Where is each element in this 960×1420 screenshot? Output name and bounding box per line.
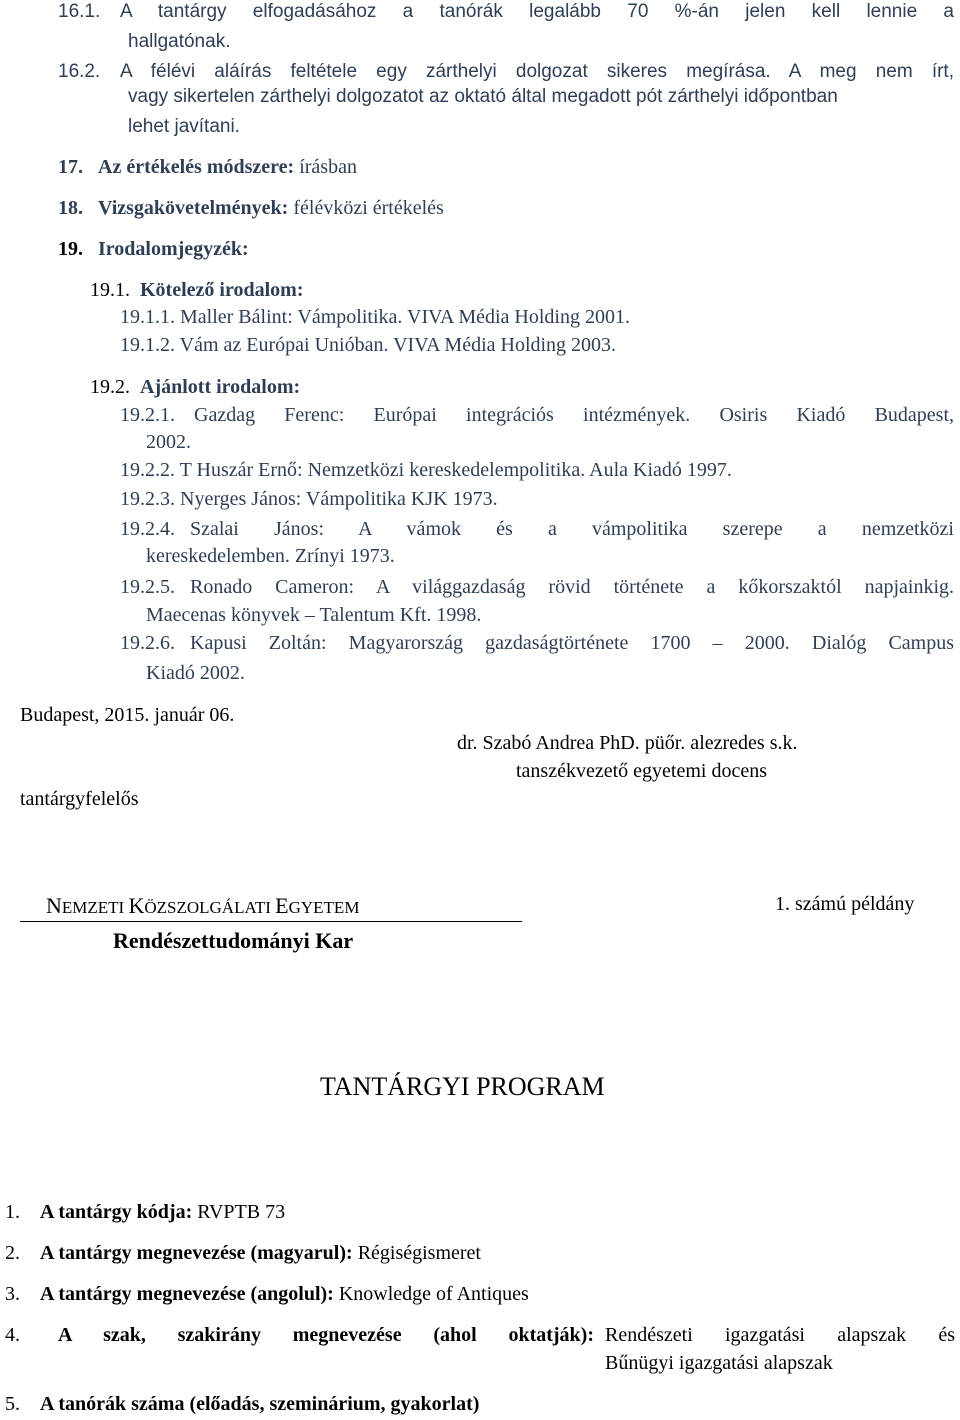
recommended-item	[120, 458, 732, 482]
section-17	[58, 155, 357, 179]
recommended-item-number: 19.2.1.	[120, 404, 175, 426]
recommended-item	[120, 487, 498, 511]
program-item-value: Régiségismeret	[352, 1242, 481, 1264]
section-18-number: 18.	[58, 197, 83, 219]
item-16-2-number: 16.2.	[58, 61, 101, 82]
recommended-item-number: 19.2.6.	[120, 632, 175, 654]
recommended-item-number: 19.2.3.	[120, 488, 175, 510]
recommended-item-text-cont: Maecenas könyvek – Talentum Kft. 1998.	[146, 604, 482, 626]
item-16-2-text-line3: lehet javítani.	[128, 116, 240, 137]
section-17-number: 17.	[58, 156, 83, 178]
item-16-1-text-line2: hallgatónak.	[128, 31, 231, 52]
signatory-role: tantárgyfelelős	[20, 788, 139, 810]
mandatory-item-text: Maller Bálint: Vámpolitika. VIVA Média Holding 2001.	[180, 306, 630, 328]
section-19-label: Irodalomjegyzék:	[98, 238, 249, 260]
university-initial-k: K	[128, 893, 145, 918]
program-item-label: A tantárgy megnevezése (angolul):	[40, 1283, 334, 1305]
program-item-number: 1.	[5, 1201, 20, 1223]
program-item-number: 2.	[5, 1242, 20, 1264]
recommended-item-text-cont: Kiadó 2002.	[146, 662, 245, 684]
university-name	[46, 894, 359, 920]
item-16-2-text-line2: vagy sikertelen zárthelyi dolgozatot az oktató által megadott pót zárthelyi időpontban	[128, 86, 838, 107]
recommended-item-text: Gazdag Ferenc: Európai integrációs intézmények. Osiris Kiadó Budapest,	[194, 404, 954, 426]
mandatory-label: Kötelező irodalom:	[140, 279, 304, 301]
recommended-item-number: 19.2.4.	[120, 518, 175, 540]
recommended-item-text: T Huszár Ernő: Nemzetközi kereskedelempolitika. Aula Kiadó 1997.	[179, 459, 732, 481]
recommended-item-text-cont: kereskedelemben. Zrínyi 1973.	[146, 545, 395, 567]
program-item-3	[5, 1282, 529, 1306]
program-item-label: A tantárgy kódja:	[40, 1201, 193, 1223]
signatory-title: tanszékvezető egyetemi docens	[516, 760, 767, 782]
recommended-item-text: Szalai János: A vámok és a vámpolitika szerepe a nemzetközi	[190, 518, 954, 540]
section-18-value: félévközi értékelés	[288, 197, 444, 219]
section-17-label: Az értékelés módszere:	[98, 156, 295, 178]
university-part-emzeti: EMZETI	[61, 898, 129, 917]
program-item-4-label: A szak, szakirány megnevezése (ahol oktatják):	[58, 1324, 594, 1346]
university-part-ozszolgalati: ÖZSZOLGÁLATI	[144, 898, 276, 917]
item-16-1-number: 16.1.	[58, 1, 101, 22]
program-item-4-number: 4.	[5, 1324, 20, 1346]
recommended-item-number: 19.2.5.	[120, 576, 175, 598]
section-19	[58, 237, 249, 261]
program-item-value: RVPTB 73	[192, 1201, 286, 1223]
program-title: TANTÁRGYI PROGRAM	[320, 1072, 605, 1101]
recommended-label: Ajánlott irodalom:	[140, 376, 301, 398]
section-17-value: írásban	[294, 156, 357, 178]
recommended-item-number: 19.2.2.	[120, 459, 175, 481]
section-18-label: Vizsgakövetelmények:	[98, 197, 289, 219]
place-date: Budapest, 2015. január 06.	[20, 704, 235, 726]
program-item-number: 5.	[5, 1393, 20, 1415]
program-item-label: A tantárgy megnevezése (magyarul):	[40, 1242, 353, 1264]
program-item-value: Knowledge of Antiques	[333, 1283, 529, 1305]
university-initial-n: N	[46, 893, 62, 918]
recommended-item-text-cont: 2002.	[146, 431, 191, 453]
mandatory-item	[120, 305, 630, 329]
mandatory-item-number: 19.1.2.	[120, 334, 175, 356]
recommended-item-text: Kapusi Zoltán: Magyarország gazdaságtörténete 1700 – 2000. Dialóg Campus	[190, 632, 954, 654]
program-item-label: A tanórák száma (előadás, szeminárium, gyakorlat)	[40, 1393, 480, 1415]
item-16-2-text-line1: A félévi aláírás feltétele egy zárthelyi dolgozat sikeres megírása. A meg nem írt,	[120, 61, 954, 82]
section-19-number: 19.	[58, 238, 83, 260]
mandatory-item-number: 19.1.1.	[120, 306, 175, 328]
recommended-number: 19.2.	[90, 376, 130, 398]
university-underline	[20, 921, 522, 922]
mandatory-number: 19.1.	[90, 279, 130, 301]
recommended-item-text: Ronado Cameron: A világgazdaság rövid története a kőkorszaktól napjainkig.	[190, 576, 954, 598]
program-item-1	[5, 1200, 285, 1224]
program-item-4-value-line1: Rendészeti igazgatási alapszak és	[605, 1324, 955, 1346]
university-part-gyetem: GYETEM	[288, 898, 360, 917]
copy-label: 1. számú példány	[775, 893, 915, 915]
program-item-4-value-line2: Bűnügyi igazgatási alapszak	[605, 1352, 833, 1374]
program-item-5	[5, 1392, 479, 1416]
program-item-2	[5, 1241, 481, 1265]
section-18	[58, 196, 444, 220]
item-16-1-text-line1: A tantárgy elfogadásához a tanórák legalább 70 %-án jelen kell lennie a	[120, 1, 954, 22]
recommended-literature-heading	[90, 375, 300, 399]
mandatory-item	[120, 333, 616, 357]
mandatory-literature-heading	[90, 278, 303, 302]
recommended-item-text: Nyerges János: Vámpolitika KJK 1973.	[180, 488, 498, 510]
program-item-number: 3.	[5, 1283, 20, 1305]
faculty-name: Rendészettudományi Kar	[113, 928, 354, 953]
mandatory-item-text: Vám az Európai Unióban. VIVA Média Holding 2003.	[179, 334, 617, 356]
signatory-name: dr. Szabó Andrea PhD. püőr. alezredes s.k.	[457, 732, 798, 754]
university-initial-e: E	[275, 893, 289, 918]
